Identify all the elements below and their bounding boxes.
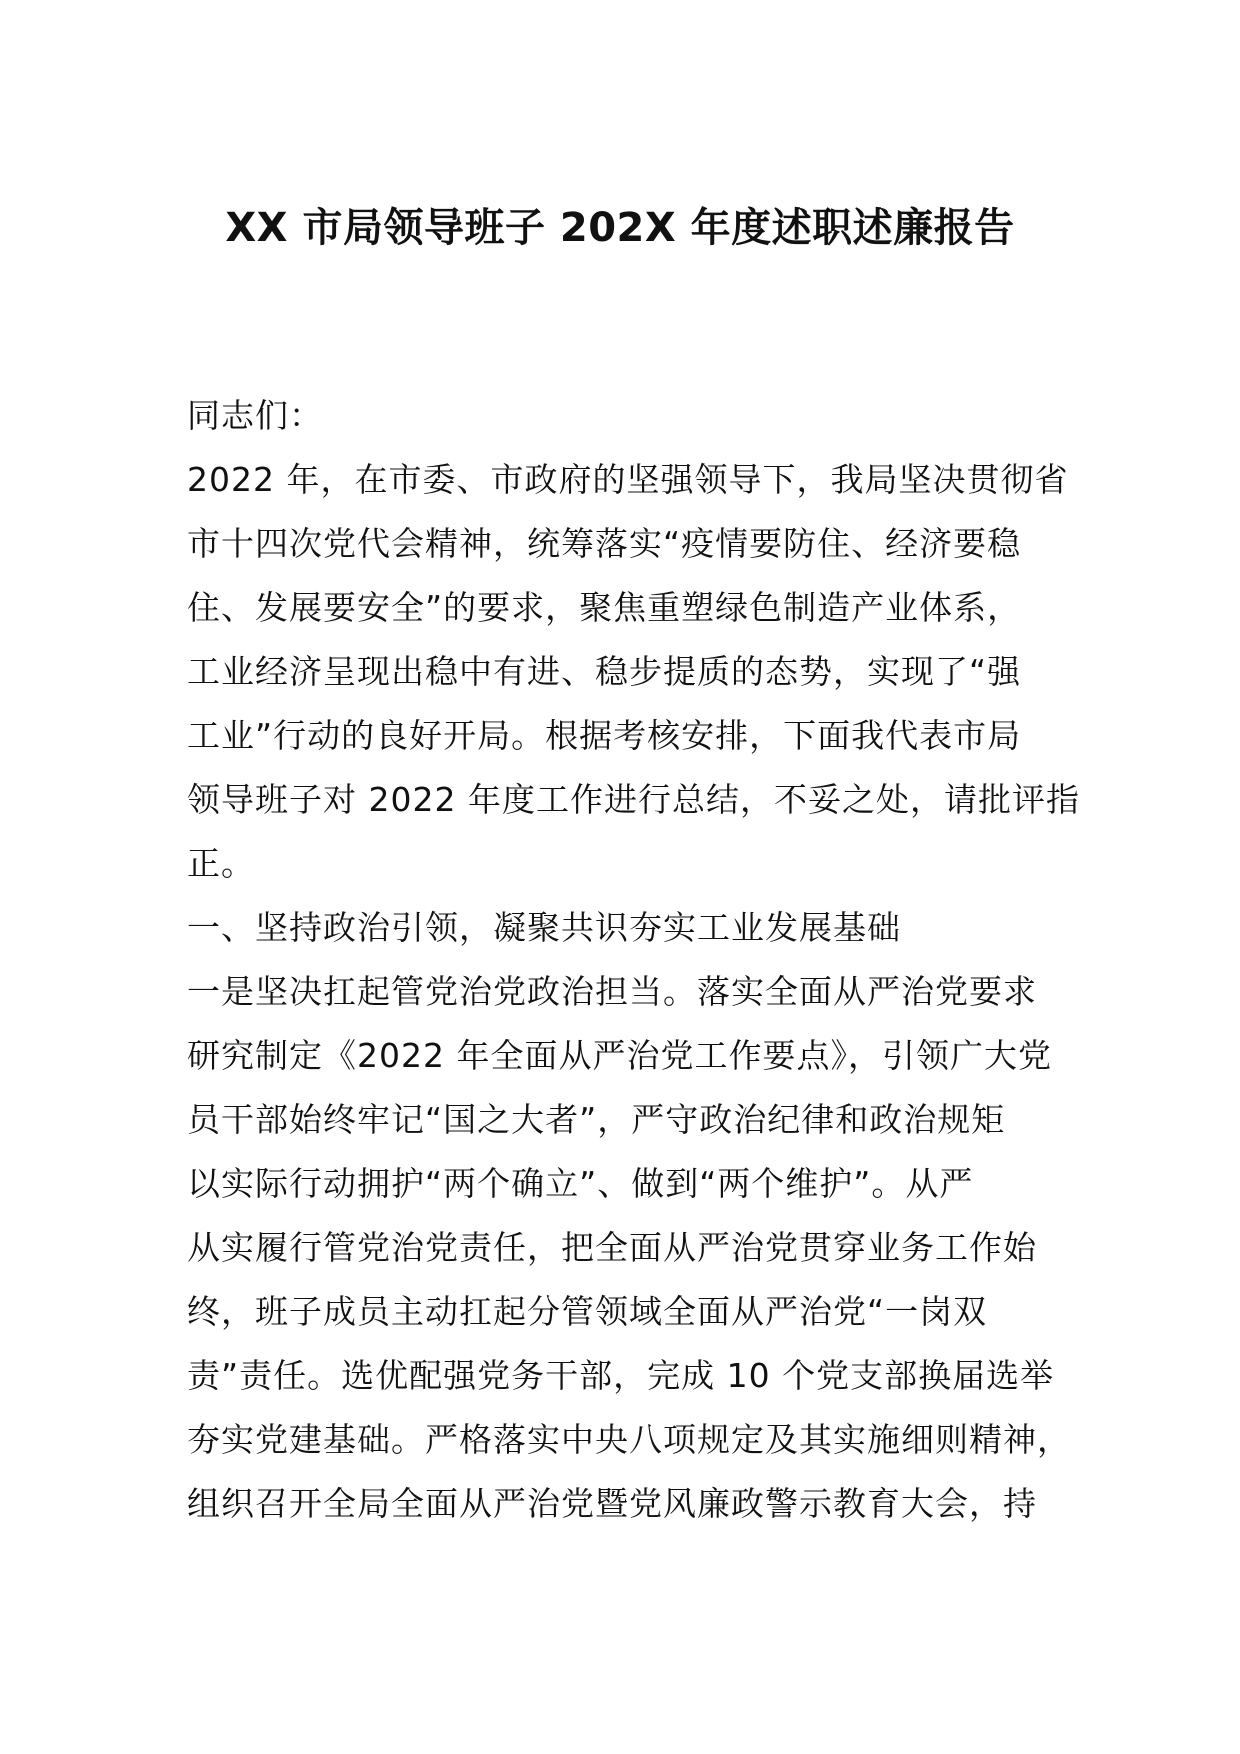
paragraph-line: 市十四次党代会精神，统筹落实“疫情要防住、经济要稳 [187, 524, 1022, 563]
paragraph-line: 以实际行动拥护“两个确立”、做到“两个维护”。从严 [187, 1164, 974, 1203]
paragraph-line: 终，班子成员主动扛起分管领域全面从严治党“一岗双 [187, 1292, 988, 1331]
document-title: XX 市局领导班子 202X 年度述职述廉报告 [225, 205, 1015, 251]
paragraph-line: 2022 年，在市委、市政府的坚强领导下，我局坚决贯彻省 [187, 460, 1069, 499]
salutation-line: 同志们： [187, 396, 323, 435]
paragraph-line: 住、发展要安全”的要求，聚焦重塑绿色制造产业体系， [187, 588, 1022, 627]
paragraph-line: 夯实党建基础。严格落实中央八项规定及其实施细则精神， [187, 1420, 1071, 1459]
paragraph-line: 组织召开全局全面从严治党暨党风廉政警示教育大会，持 [187, 1484, 1037, 1523]
paragraph-line: 研究制定《2022 年全面从严治党工作要点》，引领广大党 [187, 1036, 1052, 1075]
paragraph-line: 工业经济呈现出稳中有进、稳步提质的态势，实现了“强 [187, 652, 1022, 691]
paragraph-line: 一是坚决扛起管党治党政治担当。落实全面从严治党要求 [187, 972, 1037, 1011]
paragraph-line: 正。 [187, 844, 255, 883]
section-heading: 一、坚持政治引领，凝聚共识夯实工业发展基础 [187, 908, 901, 947]
paragraph-line: 责”责任。选优配强党务干部，完成 10 个党支部换届选举 [187, 1356, 1055, 1395]
document-body [187, 384, 1087, 1536]
paragraph-line: 员干部始终牢记“国之大者”，严守政治纪律和政治规矩 [187, 1100, 1006, 1139]
paragraph-line: 领导班子对 2022 年度工作进行总结，不妥之处，请批评指 [187, 780, 1080, 819]
paragraph-line: 从实履行管党治党责任，把全面从严治党贯穿业务工作始 [187, 1228, 1037, 1267]
paragraph-line: 工业”行动的良好开局。根据考核安排，下面我代表市局 [187, 716, 1022, 755]
